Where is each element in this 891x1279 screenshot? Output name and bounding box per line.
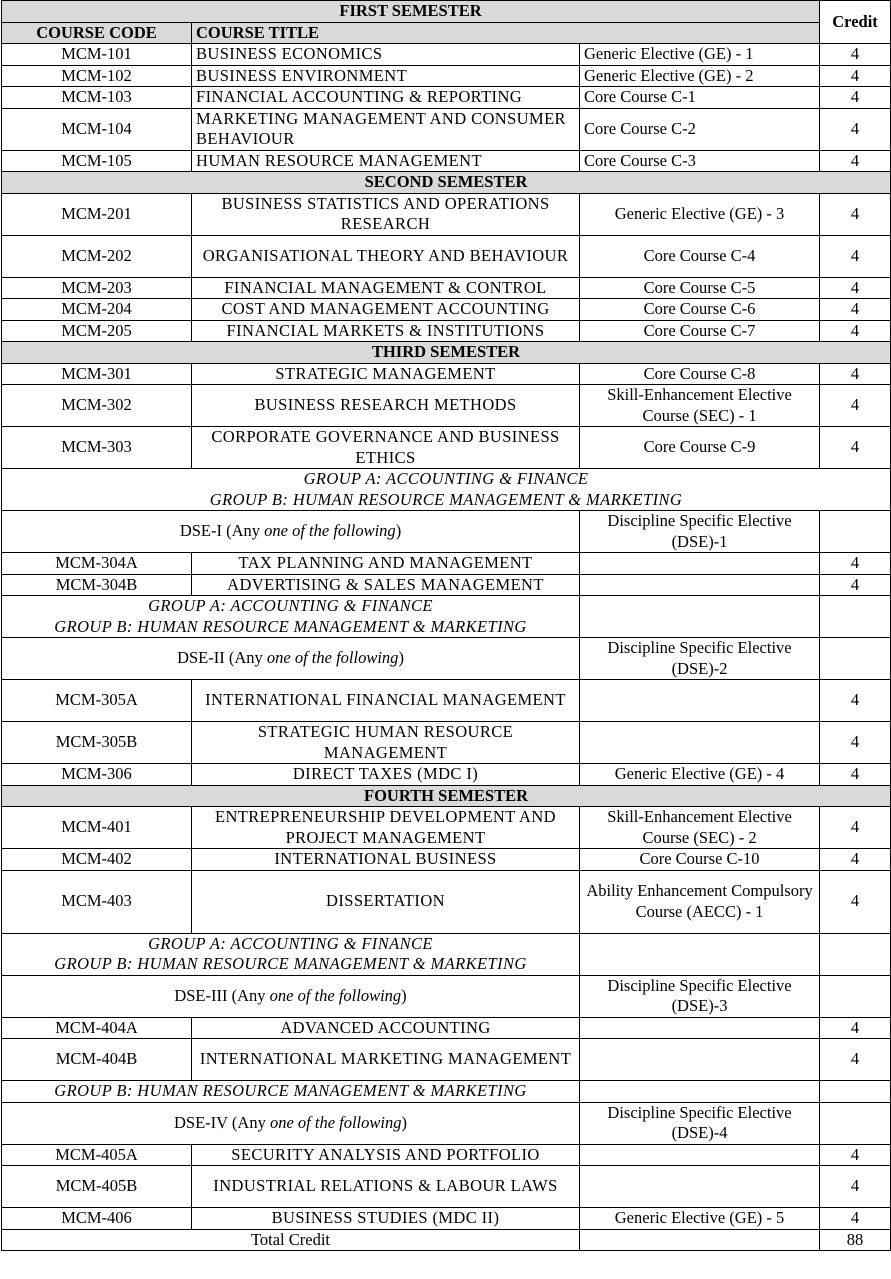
semester-heading: THIRD SEMESTER <box>2 342 891 364</box>
course-credit: 4 <box>820 1208 891 1230</box>
semester-header-row <box>2 785 891 807</box>
course-row <box>2 680 891 722</box>
course-title: MARKETING MANAGEMENT AND CONSUMER BEHAVIOUR <box>192 108 580 150</box>
course-row <box>2 427 891 469</box>
course-code: MCM-406 <box>2 1208 192 1230</box>
semester-header-row <box>2 342 891 364</box>
dse-type: Discipline Specific Elective (DSE)-1 <box>580 511 820 553</box>
course-code: MCM-205 <box>2 320 192 342</box>
group-row <box>2 469 891 511</box>
course-code: MCM-404A <box>2 1017 192 1039</box>
course-title: DIRECT TAXES (MDC I) <box>192 764 580 786</box>
course-title: STRATEGIC HUMAN RESOURCE MANAGEMENT <box>192 722 580 764</box>
course-title: INTERNATIONAL BUSINESS <box>192 849 580 871</box>
course-title: BUSINESS STATISTICS AND OPERATIONS RESEARCH <box>192 193 580 235</box>
course-type: Core Course C-10 <box>580 849 820 871</box>
course-credit: 4 <box>820 427 891 469</box>
course-row <box>2 44 891 66</box>
course-type: Core Course C-4 <box>580 235 820 277</box>
course-code: MCM-401 <box>2 807 192 849</box>
course-code: MCM-202 <box>2 235 192 277</box>
course-type <box>580 1166 820 1208</box>
course-code: MCM-303 <box>2 427 192 469</box>
semester-heading: FOURTH SEMESTER <box>2 785 891 807</box>
course-code: MCM-104 <box>2 108 192 150</box>
group-row <box>2 596 891 638</box>
course-type: Generic Elective (GE) - 2 <box>580 65 820 87</box>
course-row <box>2 363 891 385</box>
course-credit <box>820 511 891 553</box>
course-row <box>2 277 891 299</box>
course-row <box>2 553 891 575</box>
dse-type: Discipline Specific Elective (DSE)-4 <box>580 1102 820 1144</box>
course-row <box>2 722 891 764</box>
course-row <box>2 65 891 87</box>
empty-cell <box>820 933 891 975</box>
course-code: MCM-405A <box>2 1144 192 1166</box>
course-credit: 4 <box>820 574 891 596</box>
group-b-label: GROUP B: HUMAN RESOURCE MANAGEMENT & MARKETING <box>54 954 527 973</box>
course-row <box>2 385 891 427</box>
course-type: Generic Elective (GE) - 4 <box>580 764 820 786</box>
group-labels <box>2 596 580 638</box>
course-code: MCM-305A <box>2 680 192 722</box>
course-code: MCM-103 <box>2 87 192 109</box>
course-row <box>2 1039 891 1081</box>
course-row <box>2 1208 891 1230</box>
course-credit: 4 <box>820 65 891 87</box>
empty-cell <box>580 1229 820 1251</box>
total-row <box>2 1229 891 1251</box>
course-credit: 4 <box>820 320 891 342</box>
course-row <box>2 849 891 871</box>
group-a-label: GROUP A: ACCOUNTING & FINANCE <box>303 469 589 488</box>
course-type: Generic Elective (GE) - 3 <box>580 193 820 235</box>
semester-heading: SECOND SEMESTER <box>2 172 891 194</box>
course-title: BUSINESS ECONOMICS <box>192 44 580 66</box>
semester-header-row <box>2 172 891 194</box>
course-credit: 4 <box>820 299 891 321</box>
course-type: Core Course C-5 <box>580 277 820 299</box>
course-row <box>2 235 891 277</box>
course-type: Core Course C-8 <box>580 363 820 385</box>
course-title: FINANCIAL ACCOUNTING & REPORTING <box>192 87 580 109</box>
dse-label: DSE-II (Any one of the following) <box>2 638 580 680</box>
course-credit: 4 <box>820 235 891 277</box>
course-row <box>2 108 891 150</box>
course-code: MCM-302 <box>2 385 192 427</box>
course-title: DISSERTATION <box>192 870 580 933</box>
dse-type: Discipline Specific Elective (DSE)-3 <box>580 975 820 1017</box>
course-title: INTERNATIONAL FINANCIAL MANAGEMENT <box>192 680 580 722</box>
course-type <box>580 680 820 722</box>
course-code: MCM-203 <box>2 277 192 299</box>
column-header-row <box>2 22 891 44</box>
course-title: STRATEGIC MANAGEMENT <box>192 363 580 385</box>
total-credit-value: 88 <box>820 1229 891 1251</box>
course-row <box>2 870 891 933</box>
course-type <box>580 553 820 575</box>
course-credit: 4 <box>820 722 891 764</box>
group-labels <box>2 933 580 975</box>
course-credit: 4 <box>820 193 891 235</box>
course-code: MCM-306 <box>2 764 192 786</box>
course-title: HUMAN RESOURCE MANAGEMENT <box>192 150 580 172</box>
course-title: SECURITY ANALYSIS AND PORTFOLIO <box>192 1144 580 1166</box>
course-title: COST AND MANAGEMENT ACCOUNTING <box>192 299 580 321</box>
course-row <box>2 150 891 172</box>
course-type: Skill-Enhancement Elective Course (SEC) - 1 <box>580 385 820 427</box>
course-type: Core Course C-3 <box>580 150 820 172</box>
course-type: Generic Elective (GE) - 1 <box>580 44 820 66</box>
empty-cell <box>820 1081 891 1103</box>
course-row <box>2 764 891 786</box>
course-type: Core Course C-6 <box>580 299 820 321</box>
empty-cell <box>580 1081 820 1103</box>
semester-header-row <box>2 1 891 23</box>
course-row <box>2 574 891 596</box>
course-code: MCM-404B <box>2 1039 192 1081</box>
course-row <box>2 320 891 342</box>
course-title: CORPORATE GOVERNANCE AND BUSINESS ETHICS <box>192 427 580 469</box>
course-credit: 4 <box>820 680 891 722</box>
dse-label: DSE-IV (Any one of the following) <box>2 1102 580 1144</box>
course-row <box>2 193 891 235</box>
course-credit: 4 <box>820 807 891 849</box>
course-credit: 4 <box>820 277 891 299</box>
total-credit-label: Total Credit <box>2 1229 580 1251</box>
course-type: Ability Enhancement Compulsory Course (AECC) - 1 <box>580 870 820 933</box>
dse-label-row <box>2 975 891 1017</box>
credit-column-header: Credit <box>820 1 891 44</box>
course-title: BUSINESS ENVIRONMENT <box>192 65 580 87</box>
course-title: INTERNATIONAL MARKETING MANAGEMENT <box>192 1039 580 1081</box>
group-b-label: GROUP B: HUMAN RESOURCE MANAGEMENT & MARKETING <box>54 616 527 636</box>
course-credit: 4 <box>820 870 891 933</box>
course-title-header: COURSE TITLE <box>192 22 820 44</box>
course-credit: 4 <box>820 849 891 871</box>
course-code: MCM-402 <box>2 849 192 871</box>
course-type: Core Course C-7 <box>580 320 820 342</box>
course-code: MCM-305B <box>2 722 192 764</box>
course-title: BUSINESS RESEARCH METHODS <box>192 385 580 427</box>
course-title: ADVANCED ACCOUNTING <box>192 1017 580 1039</box>
course-credit: 4 <box>820 150 891 172</box>
empty-cell <box>580 596 820 638</box>
course-credit: 4 <box>820 1166 891 1208</box>
course-credit: 4 <box>820 44 891 66</box>
course-title: BUSINESS STUDIES (MDC II) <box>192 1208 580 1230</box>
course-code: MCM-304A <box>2 553 192 575</box>
course-title: TAX PLANNING AND MANAGEMENT <box>192 553 580 575</box>
course-code: MCM-405B <box>2 1166 192 1208</box>
dse-label: DSE-III (Any one of the following) <box>2 975 580 1017</box>
course-row <box>2 87 891 109</box>
syllabus-table <box>1 0 891 1251</box>
course-type: Generic Elective (GE) - 5 <box>580 1208 820 1230</box>
semester-heading: FIRST SEMESTER <box>2 1 820 23</box>
course-code: MCM-403 <box>2 870 192 933</box>
course-credit: 4 <box>820 385 891 427</box>
course-credit: 4 <box>820 87 891 109</box>
empty-cell <box>580 933 820 975</box>
dse-label-row <box>2 511 891 553</box>
course-credit: 4 <box>820 553 891 575</box>
course-type <box>580 1017 820 1039</box>
course-code: MCM-301 <box>2 363 192 385</box>
course-row <box>2 1144 891 1166</box>
course-credit: 4 <box>820 1017 891 1039</box>
group-labels <box>2 469 891 511</box>
course-row <box>2 1017 891 1039</box>
course-type: Core Course C-9 <box>580 427 820 469</box>
course-credit: 4 <box>820 363 891 385</box>
course-credit: 4 <box>820 1144 891 1166</box>
course-row <box>2 299 891 321</box>
course-type <box>580 574 820 596</box>
group-b-label: GROUP B: HUMAN RESOURCE MANAGEMENT & MARKETING <box>209 489 683 509</box>
course-code: MCM-105 <box>2 150 192 172</box>
dse-type: Discipline Specific Elective (DSE)-2 <box>580 638 820 680</box>
course-title: FINANCIAL MARKETS & INSTITUTIONS <box>192 320 580 342</box>
course-type <box>580 1144 820 1166</box>
dse-label: DSE-I (Any one of the following) <box>2 511 580 553</box>
group-a-label: GROUP A: ACCOUNTING & FINANCE <box>148 933 433 953</box>
course-credit: 4 <box>820 108 891 150</box>
dse-label-row <box>2 1102 891 1144</box>
course-row <box>2 807 891 849</box>
course-credit <box>820 975 891 1017</box>
course-code-header: COURSE CODE <box>2 22 192 44</box>
dse-label-row <box>2 638 891 680</box>
empty-cell <box>820 596 891 638</box>
course-title: FINANCIAL MANAGEMENT & CONTROL <box>192 277 580 299</box>
course-code: MCM-101 <box>2 44 192 66</box>
course-row <box>2 1166 891 1208</box>
group-row <box>2 1081 891 1103</box>
course-type <box>580 1039 820 1081</box>
group-row <box>2 933 891 975</box>
course-title: ORGANISATIONAL THEORY AND BEHAVIOUR <box>192 235 580 277</box>
course-code: MCM-304B <box>2 574 192 596</box>
course-credit <box>820 638 891 680</box>
course-code: MCM-102 <box>2 65 192 87</box>
course-credit <box>820 1102 891 1144</box>
group-a-label: GROUP A: ACCOUNTING & FINANCE <box>148 596 433 615</box>
group-b-label: GROUP B: HUMAN RESOURCE MANAGEMENT & MARKETING <box>2 1081 580 1103</box>
course-title: INDUSTRIAL RELATIONS & LABOUR LAWS <box>192 1166 580 1208</box>
course-credit: 4 <box>820 764 891 786</box>
course-title: ENTREPRENEURSHIP DEVELOPMENT AND PROJECT MANAGEMENT <box>192 807 580 849</box>
course-type: Core Course C-1 <box>580 87 820 109</box>
course-type: Skill-Enhancement Elective Course (SEC) - 2 <box>580 807 820 849</box>
course-type: Core Course C-2 <box>580 108 820 150</box>
course-title: ADVERTISING & SALES MANAGEMENT <box>192 574 580 596</box>
course-credit: 4 <box>820 1039 891 1081</box>
course-code: MCM-204 <box>2 299 192 321</box>
course-code: MCM-201 <box>2 193 192 235</box>
course-type <box>580 722 820 764</box>
